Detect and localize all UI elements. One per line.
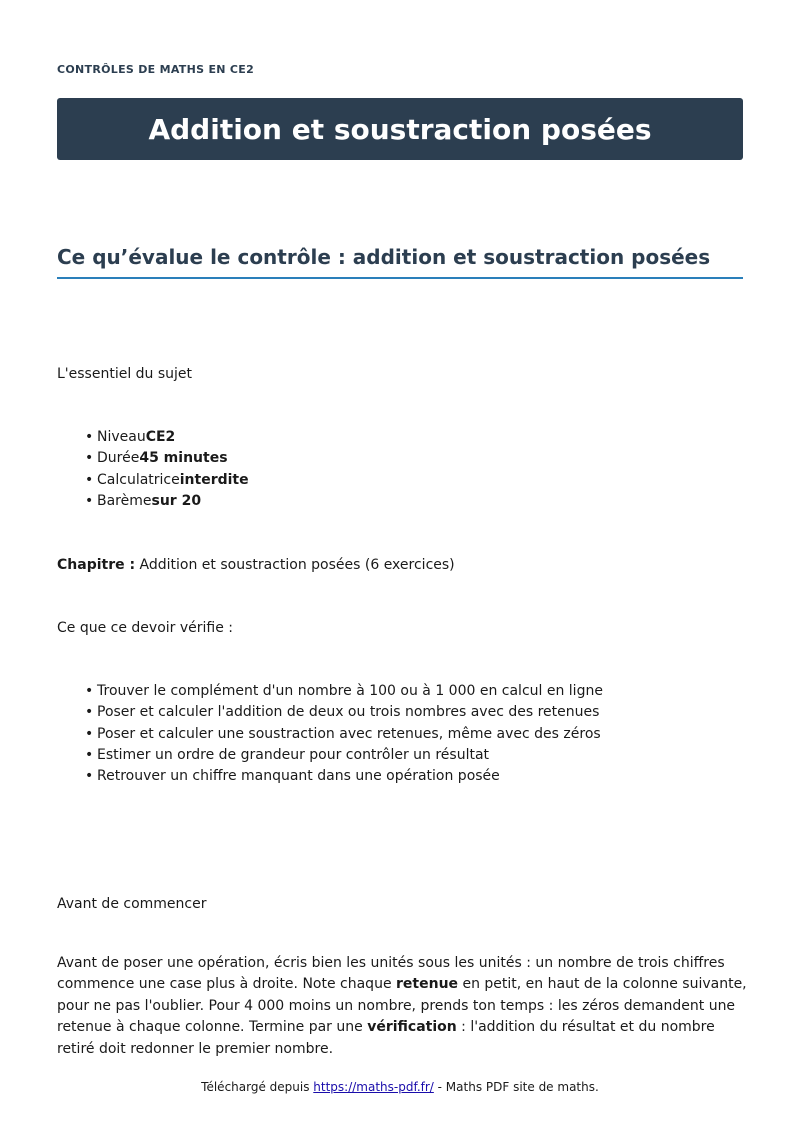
chapter-text: Addition et soustraction posées (6 exercices) xyxy=(135,557,455,573)
checks-item: • Poser et calculer l'addition de deux ou trois nombres avec des retenues xyxy=(97,702,603,723)
essentials-heading: L'essentiel du sujet xyxy=(57,366,193,382)
checks-list xyxy=(57,681,603,787)
chapter-label: Chapitre : xyxy=(57,557,136,573)
before-paragraph: Avant de poser une opération, écris bien les unités sous les unités : un nombre de trois chiffres commence une case plus à droite. Note chaque retenue en petit, en haut de la colonne suivante, pour ne pas l'oublier. Pour 4 000 moins un nombre, prends ton temps : les zéros demandent une retenue à chaque colonne. Termine par une vérification : l'addition du résultat et du nombre retiré doit redonner le premier nombre. xyxy=(57,955,747,1057)
essentials-item-duration: • Durée45 minutes xyxy=(97,448,249,469)
title-banner xyxy=(57,98,743,160)
footer xyxy=(0,1080,800,1094)
page-title: Addition et soustraction posées xyxy=(148,112,652,146)
checks-item: • Retrouver un chiffre manquant dans une opération posée xyxy=(97,766,603,787)
chapter-line xyxy=(57,555,455,576)
checks-item: • Poser et calculer une soustraction avec retenues, même avec des zéros xyxy=(97,724,603,745)
footer-prefix: Téléchargé depuis xyxy=(201,1080,314,1094)
essentials-item-scale: • Barèmesur 20 xyxy=(97,491,249,512)
essentials-item-calculator: • Calculatriceinterdite xyxy=(97,470,249,491)
kicker: CONTRÔLES DE MATHS EN CE2 xyxy=(57,63,255,76)
checks-item: • Estimer un ordre de grandeur pour contrôler un résultat xyxy=(97,745,603,766)
checks-heading: Ce que ce devoir vérifie : xyxy=(57,620,234,636)
footer-suffix: - Maths PDF site de maths. xyxy=(433,1080,599,1094)
section-title: Ce qu’évalue le contrôle : addition et soustraction posées xyxy=(57,245,743,279)
checks-item: • Trouver le complément d'un nombre à 100 ou à 1 000 en calcul en ligne xyxy=(97,681,603,702)
essentials-list xyxy=(57,427,249,512)
essentials-item-level: • NiveauCE2 xyxy=(97,427,249,448)
footer-link[interactable]: https://maths-pdf.fr/ xyxy=(313,1080,434,1094)
before-heading: Avant de commencer xyxy=(57,896,207,912)
